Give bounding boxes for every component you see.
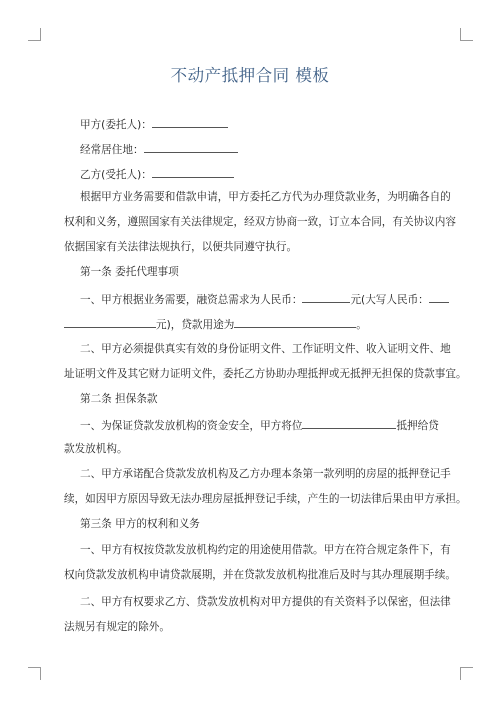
article-2-clause-2-line-2: 续，如因甲方原因导致无法办理房屋抵押登记手续，产生的一切法律后果由甲方承担。 bbox=[64, 493, 467, 505]
intro-line-3: 依据国家有关法律法规执行，以便共同遵守执行。 bbox=[64, 241, 298, 253]
article-2-heading: 第二条 担保条款 bbox=[80, 393, 158, 405]
intro-line-2: 权利和义务，遵照国家有关法律规定，经双方协商一致，订立本合同，有关协议内容 bbox=[64, 216, 456, 228]
party-a-blank[interactable] bbox=[152, 116, 228, 128]
amount-uppercase-blank-2[interactable] bbox=[64, 316, 156, 328]
financing-amount-blank[interactable] bbox=[302, 291, 350, 303]
loan-purpose-label: 元)，贷款用途为 bbox=[156, 319, 235, 331]
residence-field bbox=[80, 141, 238, 157]
article-3-clause-1-line-2: 权向贷款发放机构申请贷款展期，并在贷款发放机构批准后及时与其办理展期手续。 bbox=[64, 569, 456, 581]
collateral-location-label: 一、为保证贷款发放机构的资金安全，甲方将位 bbox=[80, 420, 303, 432]
article-1-clause-1-line-2 bbox=[64, 316, 367, 332]
article-1-clause-1-line-1 bbox=[80, 291, 449, 307]
loan-purpose-period: 。 bbox=[356, 319, 367, 331]
page-corner-mark-top-left bbox=[28, 28, 41, 41]
page-corner-mark-top-right bbox=[460, 28, 473, 41]
mortgage-to-lender-text: 抵押给贷 bbox=[396, 420, 439, 432]
article-2-clause-1-line-1 bbox=[80, 417, 439, 433]
article-3-clause-2-line-2: 法规另有规定的除外。 bbox=[64, 621, 170, 633]
amount-uppercase-label: 元(大写人民币： bbox=[350, 294, 429, 306]
article-2-clause-2-line-1: 二、甲方承诺配合贷款发放机构及乙方办理本条第一款列明的房屋的抵押登记手 bbox=[80, 468, 451, 480]
article-3-clause-1-line-1: 一、甲方有权按贷款发放机构约定的用途使用借款。甲方在符合规定条件下，有 bbox=[80, 544, 451, 556]
article-2-clause-1-line-2: 款发放机构。 bbox=[64, 443, 128, 455]
page-corner-mark-bottom-left bbox=[28, 667, 41, 680]
financing-amount-label: 一、甲方根据业务需要，融资总需求为人民币： bbox=[80, 294, 303, 306]
article-3-clause-2-line-1: 二、甲方有权要求乙方、贷款发放机构对甲方提供的有关资料予以保密，但法律 bbox=[80, 596, 451, 608]
intro-line-1: 根据甲方业务需要和借款申请，甲方委托乙方代为办理贷款业务，为明确各自的 bbox=[80, 191, 451, 203]
party-b-blank[interactable] bbox=[152, 166, 234, 178]
article-1-clause-2-line-2: 址证明文件及其它财力证明文件，委托乙方协助办理抵押或无抵押无担保的贷款事宜。 bbox=[64, 368, 467, 380]
residence-label: 经常居住地： bbox=[80, 144, 144, 156]
article-3-heading: 第三条 甲方的权利和义务 bbox=[80, 518, 200, 530]
party-b-field bbox=[80, 166, 234, 182]
loan-purpose-blank[interactable] bbox=[234, 316, 356, 328]
article-1-heading: 第一条 委托代理事项 bbox=[80, 266, 179, 278]
page-corner-mark-bottom-right bbox=[460, 667, 473, 680]
article-1-clause-2-line-1: 二、甲方必须提供真实有效的身份证明文件、工作证明文件、收入证明文件、地 bbox=[80, 343, 451, 355]
party-a-label: 甲方(委托人)： bbox=[80, 119, 152, 131]
document-title: 不动产抵押合同 模板 bbox=[170, 66, 330, 85]
party-a-field bbox=[80, 116, 228, 132]
amount-uppercase-blank-1[interactable] bbox=[429, 291, 449, 303]
residence-blank[interactable] bbox=[144, 141, 238, 153]
collateral-location-blank[interactable] bbox=[302, 417, 396, 429]
party-b-label: 乙方(受托人)： bbox=[80, 169, 152, 181]
